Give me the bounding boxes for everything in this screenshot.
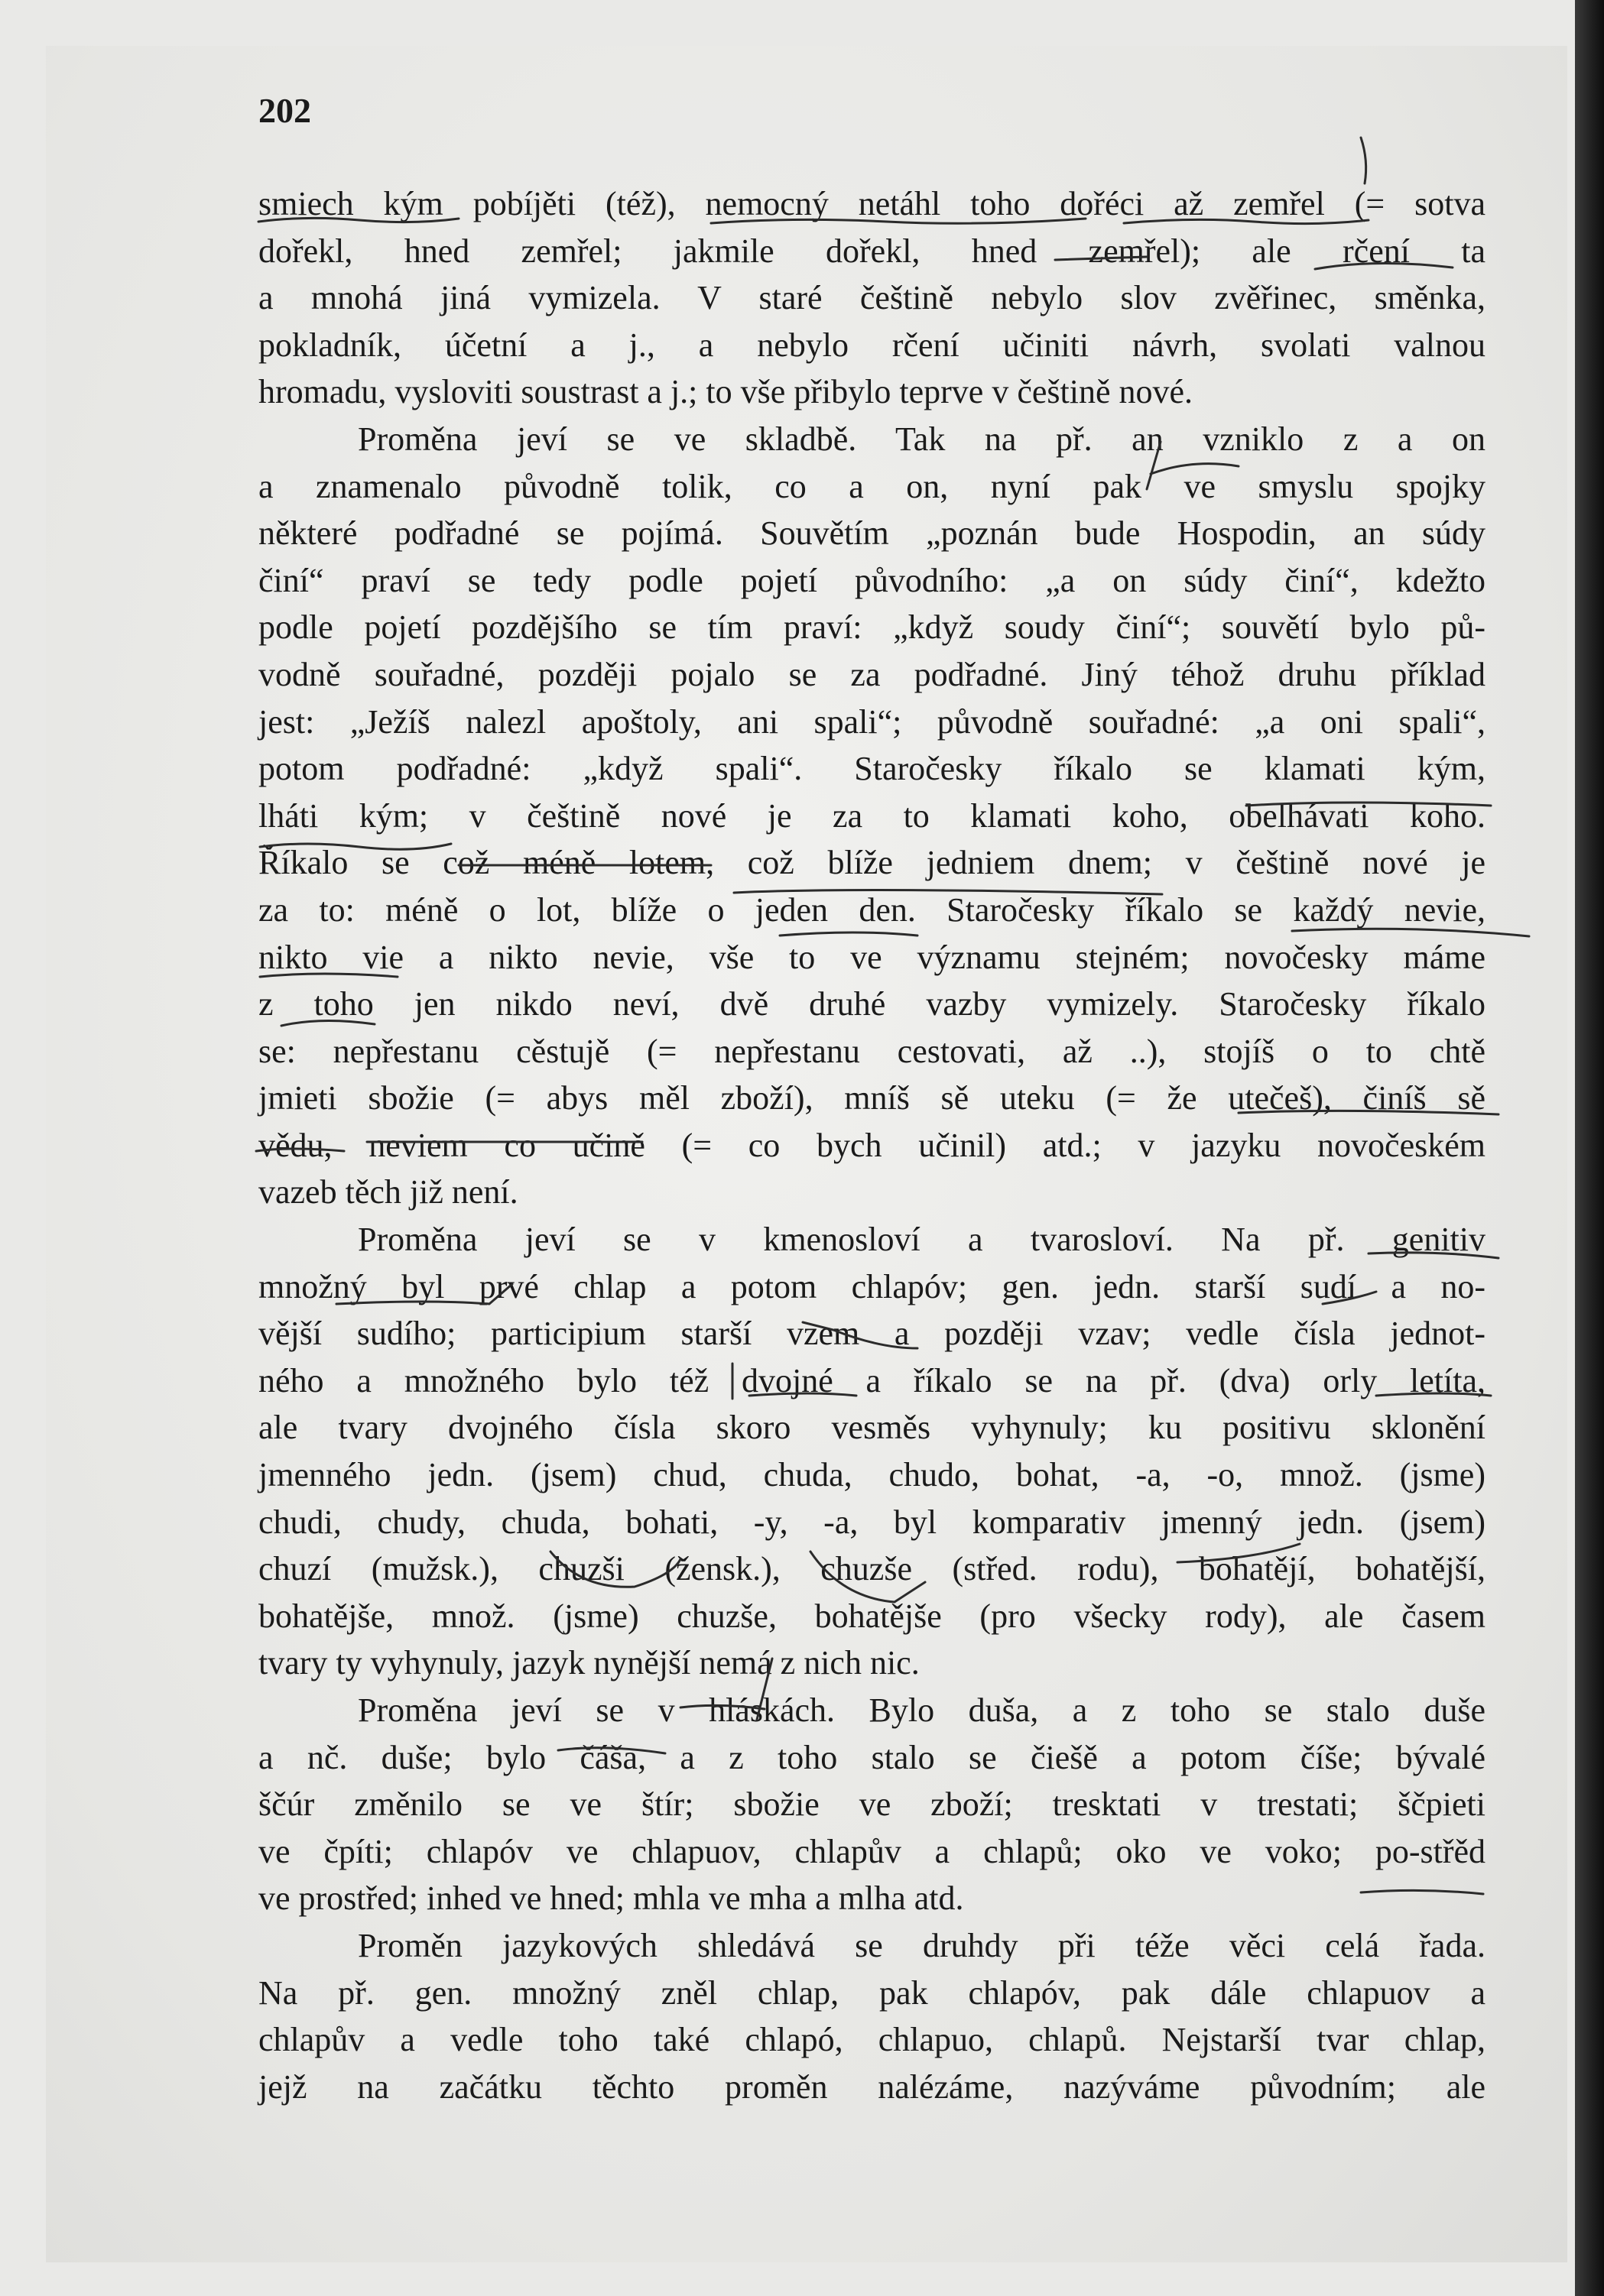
text-line: vodně souřadné, později pojalo se za podřadné. Jiný téhož druhu příklad [258,655,1485,693]
text-line: za to: méně o lot, blíže o jeden den. Staročesky říkalo se každý nevie, [258,890,1485,929]
text-line: Proměn jazykových shledává se druhdy při téže věci celá řada. [358,1926,1485,1964]
text-line: z toho jen nikdo neví, dvě druhé vazby vymizely. Staročesky říkalo [258,985,1485,1023]
text-line: Říkalo se což méně lotem, což blíže jedniem dnem; v češtině nové je [258,844,1485,882]
text-line: vědu, neviem co učině (= co bych učinil) atd.; v jazyku novočeském [258,1126,1485,1164]
text-line: jejž na začátku těchto proměn nalézáme, nazýváme původním; ale [258,2067,1485,2106]
text-line: chudi, chudy, chuda, bohati, -y, -a, byl komparativ jmenný jedn. (jsem) [258,1503,1485,1541]
text-line: jmenného jedn. (jsem) chud, chuda, chudo, bohat, -a, -o, množ. (jsme) [258,1456,1485,1494]
text-line: Proměna jeví se ve skladbě. Tak na př. an vzniklo z a on [358,420,1485,458]
text-line: podle pojetí pozdějšího se tím praví: „když soudy činí“; souvětí bylo pů- [258,608,1485,647]
text-line: lháti kým; v češtině nové je za to klamati koho, obelhávati koho. [258,796,1485,835]
text-line: ščúr změnilo se ve štír; sbožie ve zboží; tresktati v trestati; ščpieti [258,1785,1485,1824]
text-line: hromadu, vysloviti soustrast a j.; to vše přibylo teprve v češtině nové. [258,373,1193,411]
text-line: Proměna jeví se v kmenosloví a tvarosloví. Na př. genitiv [358,1221,1485,1259]
text-line: Na př. gen. množný zněl chlap, pak chlapóv, pak dále chlapuov a [258,1973,1485,2012]
page-number: 202 [258,91,311,130]
text-line: smiech kým pobíjěti (též), nemocný netáhl toho dořéci až zemřel (= sotva [258,185,1485,222]
text-line: jmieti sbožie (= abys měl zboží), mníš sě uteku (= že utečeš), činíš sě [258,1079,1485,1117]
text-line: chlapův a vedle toho také chlapó, chlapuo, chlapů. Nejstarší tvar chlap, [258,2021,1485,2059]
text-line: dořekl, hned zemřel; jakmile dořekl, hned zemřel); ale rčení ta [258,232,1485,270]
text-line: Proměna jeví se v hláskách. Bylo duša, a z toho se stalo duše [358,1691,1485,1729]
text-line: vější sudího; participium starší vzem a později vzav; vedle čísla jednot- [258,1315,1485,1353]
text-line: pokladník, účetní a j., a nebylo rčení učiniti návrh, svolati valnou [258,326,1485,364]
text-line: a mnohá jiná vymizela. V staré češtině nebylo slov zvěřinec, směnka, [258,279,1485,317]
text-line: množný byl prvé chlap a potom chlapóv; gen. jedn. starší sudí a no- [258,1267,1485,1305]
text-line: tvary ty vyhynuly, jazyk nynější nemá z nich nic. [258,1644,920,1682]
text-line: nikto vie a nikto nevie, vše to ve významu stejném; novočesky máme [258,938,1485,976]
text-line: potom podřadné: „když spali“. Staročesky říkalo se klamati kým, [258,750,1485,788]
text-line: ale tvary dvojného čísla skoro vesměs vyhynuly; ku positivu sklonění [258,1409,1485,1447]
text-line: činí“ praví se tedy podle pojetí původního: „a on súdy činí“, kdežto [258,561,1485,599]
scan-edge [1575,0,1604,2296]
text-line: a nč. duše; bylo čáša, a z toho stalo se čiešě a potom číše; bývalé [258,1738,1485,1776]
text-line: a znamenalo původně tolik, co a on, nyní pak ve smyslu spojky [258,467,1485,505]
text-line: se: nepřestanu cěstujě (= nepřestanu cestovati, až ..), stojíš o to chtě [258,1032,1485,1070]
text-line: chuzí (mužsk.), chuzši (žensk.), chuzše (střed. rodu), bohatějí, bohatější, [258,1550,1485,1588]
text-line: ného a množného bylo též dvojné a říkalo se na př. (dva) orly letíta, [258,1361,1485,1399]
text-line: vazeb těch již není. [258,1173,518,1211]
page-body [258,180,1485,2110]
text-line: jest: „Ježíš nalezl apoštoly, ani spali“; původně souřadné: „a oni spali“, [258,702,1485,741]
text-line: ve prostřed; inhed ve hned; mhla ve mha a mlha atd. [258,1879,964,1918]
text-line: ve čpíti; chlapóv ve chlapuov, chlapův a chlapů; oko ve voko; po-střěd [258,1832,1485,1870]
text-line: bohatějše, množ. (jsme) chuzše, bohatějše (pro všecky rody), ale časem [258,1597,1485,1635]
text-line: některé podřadné se pojímá. Souvětím „poznán bude Hospodin, an súdy [258,514,1485,553]
